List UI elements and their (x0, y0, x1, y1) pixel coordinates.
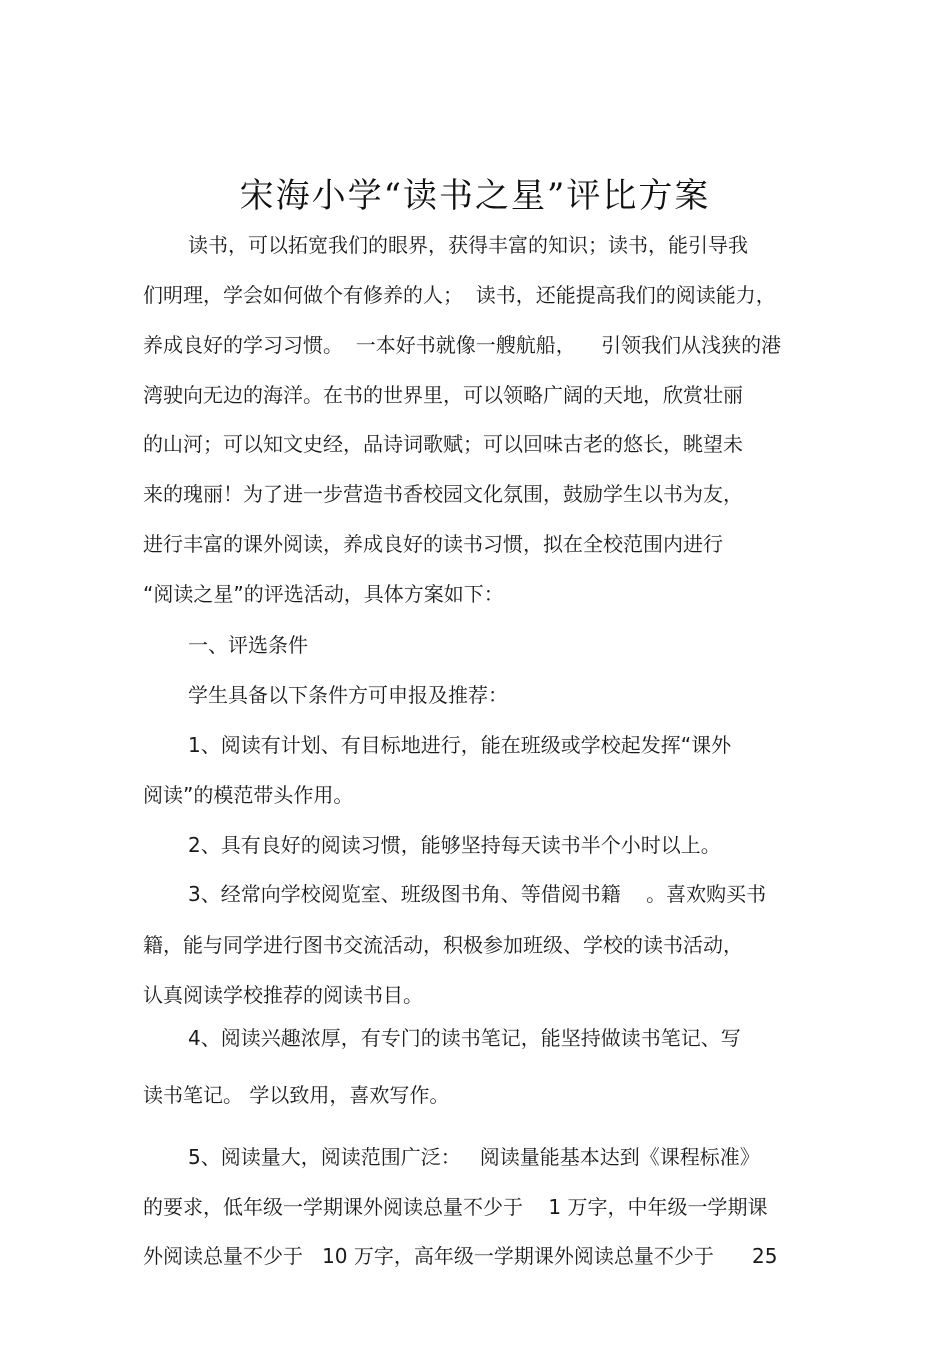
text-line: 学生具备以下条件方可申报及推荐： (188, 683, 508, 707)
text-line: 读书笔记。 学以致用，喜欢写作。 (143, 1083, 450, 1107)
list-item-2: 2、具有良好的阅读习惯，能够坚持每天读书半个小时以上。 (188, 833, 721, 857)
list-item-4: 4、阅读兴趣浓厚，有专门的读书笔记，能坚持做读书笔记、写 (188, 1026, 741, 1050)
text-line: 养成良好的学习习惯。 一本好书就像一艘航船， 引领我们从浅狭的港 (143, 333, 782, 357)
text-line: 们明理，学会如何做个有修养的人； 读书，还能提高我们的阅读能力， (143, 283, 776, 307)
text-line: 外阅读总量不少于 10 万字，高年级一学期课外阅读总量不少于 25 (143, 1244, 778, 1268)
text-line: 来的瑰丽！为了进一步营造书香校园文化氛围，鼓励学生以书为友， (143, 482, 743, 506)
document-title: 宋海小学“读书之星”评比方案 (239, 176, 711, 216)
list-item-1: 1、阅读有计划、有目标地进行，能在班级或学校起发挥“课外 (188, 733, 732, 757)
text-line: 阅读”的模范带头作用。 (143, 783, 354, 807)
list-item-5: 5、阅读量大，阅读范围广泛： 阅读量能基本达到《课程标准》 (188, 1145, 760, 1169)
text-line: 读书，可以拓宽我们的眼界，获得丰富的知识；读书，能引导我 (188, 233, 748, 257)
section-heading: 一、评选条件 (188, 633, 308, 657)
text-line: 的要求，低年级一学期课外阅读总量不少于 1 万字，中年级一学期课 (143, 1195, 768, 1219)
text-line: 的山河；可以知文史经，品诗词歌赋；可以回味古老的悠长，眺望未 (143, 432, 743, 456)
text-line: 进行丰富的课外阅读，养成良好的读书习惯，拟在全校范围内进行 (143, 532, 723, 556)
text-line: 籍，能与同学进行图书交流活动，积极参加班级、学校的读书活动， (143, 933, 743, 957)
text-line: “阅读之星”的评选活动，具体方案如下： (143, 582, 504, 606)
text-line: 湾驶向无边的海洋。在书的世界里，可以领略广阔的天地，欣赏壮丽 (143, 383, 743, 407)
text-line: 认真阅读学校推荐的阅读书目。 (143, 983, 423, 1007)
list-item-3: 3、经常向学校阅览室、班级图书角、等借阅书籍 。喜欢购买书 (188, 882, 767, 906)
